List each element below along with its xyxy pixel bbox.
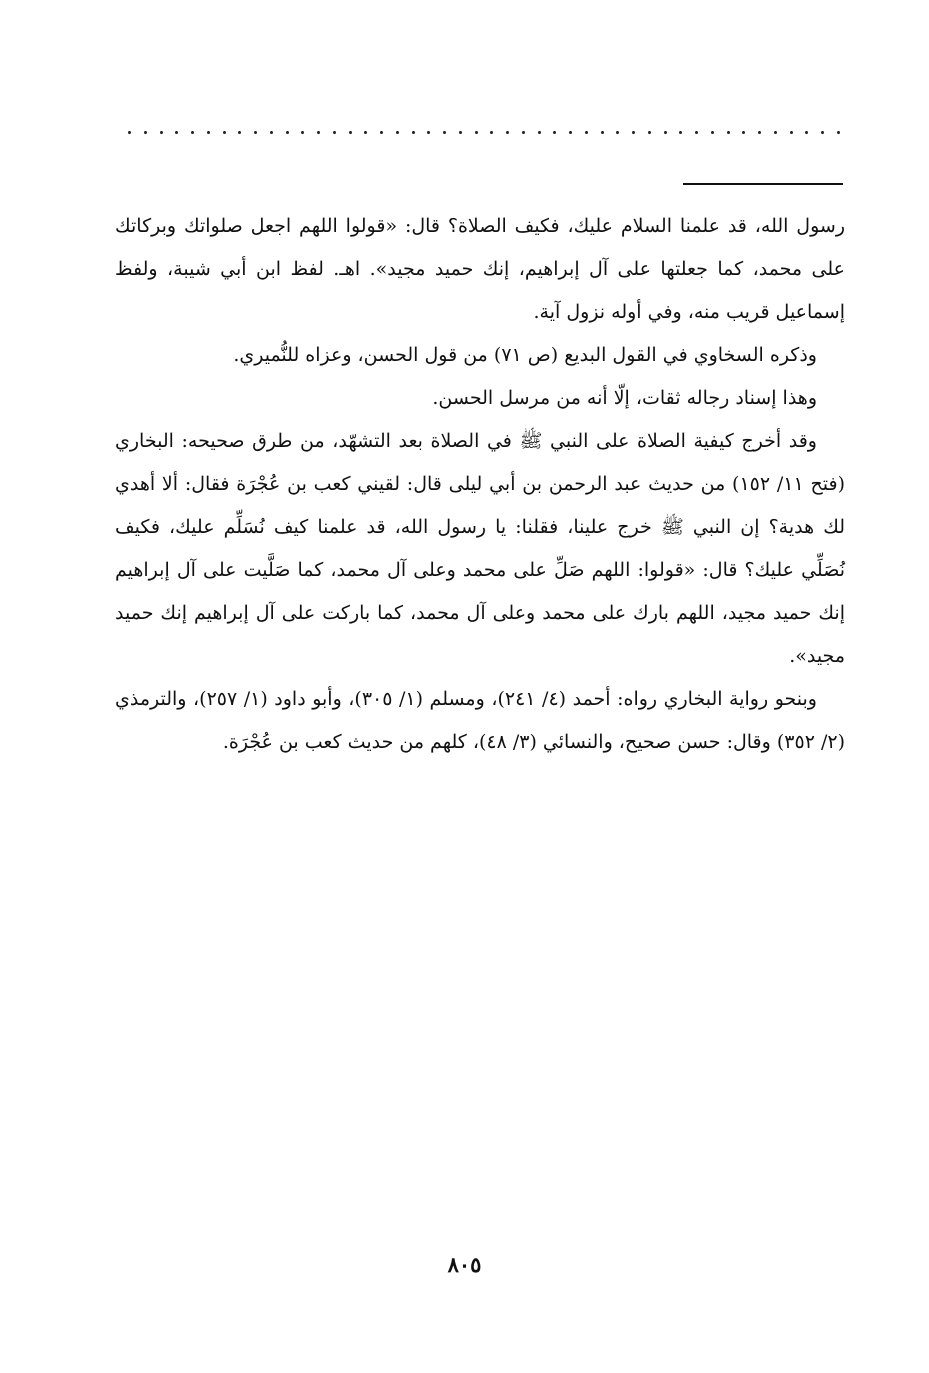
separator-dot (774, 131, 777, 134)
separator-dot (837, 131, 840, 134)
separator-dot (223, 131, 226, 134)
footnote-paragraph: وبنحو رواية البخاري رواه: أحمد (٤/ ٢٤١)، ومسلم (١/ ٣٠٥)، وأبو داود (١/ ٢٥٧)، والترمذي (٢/ ٣٥٢) وقال: حسن صحيح، والنسائي (٣/ ٤٨)، كلهم من حديث كعب بن عُجْرَة. (115, 688, 845, 753)
separator-dot (238, 131, 241, 134)
separator-dot (207, 131, 210, 134)
separator-dot (427, 131, 430, 134)
footnote-rule (683, 183, 843, 185)
separator-dot (301, 131, 304, 134)
separator-dot (270, 131, 273, 134)
separator-dot (459, 131, 462, 134)
separator-dot (711, 131, 714, 134)
separator-dot (805, 131, 808, 134)
separator-dot (553, 131, 556, 134)
dotted-separator (128, 122, 840, 142)
separator-dot (490, 131, 493, 134)
separator-dot (821, 131, 824, 134)
separator-dot (742, 131, 745, 134)
separator-dot (506, 131, 509, 134)
separator-dot (412, 131, 415, 134)
footnote-paragraph: وذكره السخاوي في القول البديع (ص ٧١) من قول الحسن، وعزاه للنُّميري. (233, 344, 817, 366)
separator-dot (664, 131, 667, 134)
footnote-paragraph: وقد أخرج كيفية الصلاة على النبي ﷺ في الصلاة بعد التشهّد، من طرق صحيحه: البخاري (فتح ١١/ ١٥٢) من حديث عبد الرحمن بن أبي ليلى قال: لقيني كعب بن عُجْرَة فقال: ألا أهدي لك هدية؟ إن النبي ﷺ خرج علينا، فقلنا: يا رسول الله، قد علمنا كيف نُسَلِّم عليك، فكيف نُصَلِّي عليك؟ قال: «قولوا: اللهم صَلِّ على محمد وعلى آل محمد، كما صَلَّيت على آل إبراهيم إنك حميد مجيد، اللهم بارك على محمد وعلى آل محمد، كما باركت على آل إبراهيم إنك حميد مجيد». (115, 430, 845, 667)
separator-dot (286, 131, 289, 134)
footnote-paragraph: رسول الله، قد علمنا السلام عليك، فكيف الصلاة؟ قال: «قولوا اللهم اجعل صلواتك وبركاتك على محمد، كما جعلتها على آل إبراهيم، إنك حميد مجيد». اهـ. لفظ ابن أبي شيبة، ولفظ إسماعيل قريب منه، وفي أوله نزول آية. (115, 215, 845, 323)
separator-dot (522, 131, 525, 134)
separator-dot (175, 131, 178, 134)
separator-dot (396, 131, 399, 134)
separator-dot (475, 131, 478, 134)
separator-dot (538, 131, 541, 134)
separator-dot (333, 131, 336, 134)
footnote-text (115, 205, 845, 764)
separator-dot (317, 131, 320, 134)
separator-dot (648, 131, 651, 134)
separator-dot (727, 131, 730, 134)
separator-dot (616, 131, 619, 134)
separator-dot (191, 131, 194, 134)
separator-dot (128, 131, 131, 134)
separator-dot (632, 131, 635, 134)
separator-dot (790, 131, 793, 134)
separator-dot (758, 131, 761, 134)
separator-dot (695, 131, 698, 134)
separator-dot (569, 131, 572, 134)
page-number: ٨٠٥ (447, 1252, 482, 1277)
separator-dot (349, 131, 352, 134)
footnote-paragraph: وهذا إسناد رجاله ثقات، إلّا أنه من مرسل الحسن. (432, 387, 817, 409)
separator-dot (585, 131, 588, 134)
separator-dot (144, 131, 147, 134)
separator-dot (254, 131, 257, 134)
separator-dot (380, 131, 383, 134)
separator-dot (601, 131, 604, 134)
separator-dot (364, 131, 367, 134)
separator-dot (443, 131, 446, 134)
separator-dot (679, 131, 682, 134)
separator-dot (160, 131, 163, 134)
